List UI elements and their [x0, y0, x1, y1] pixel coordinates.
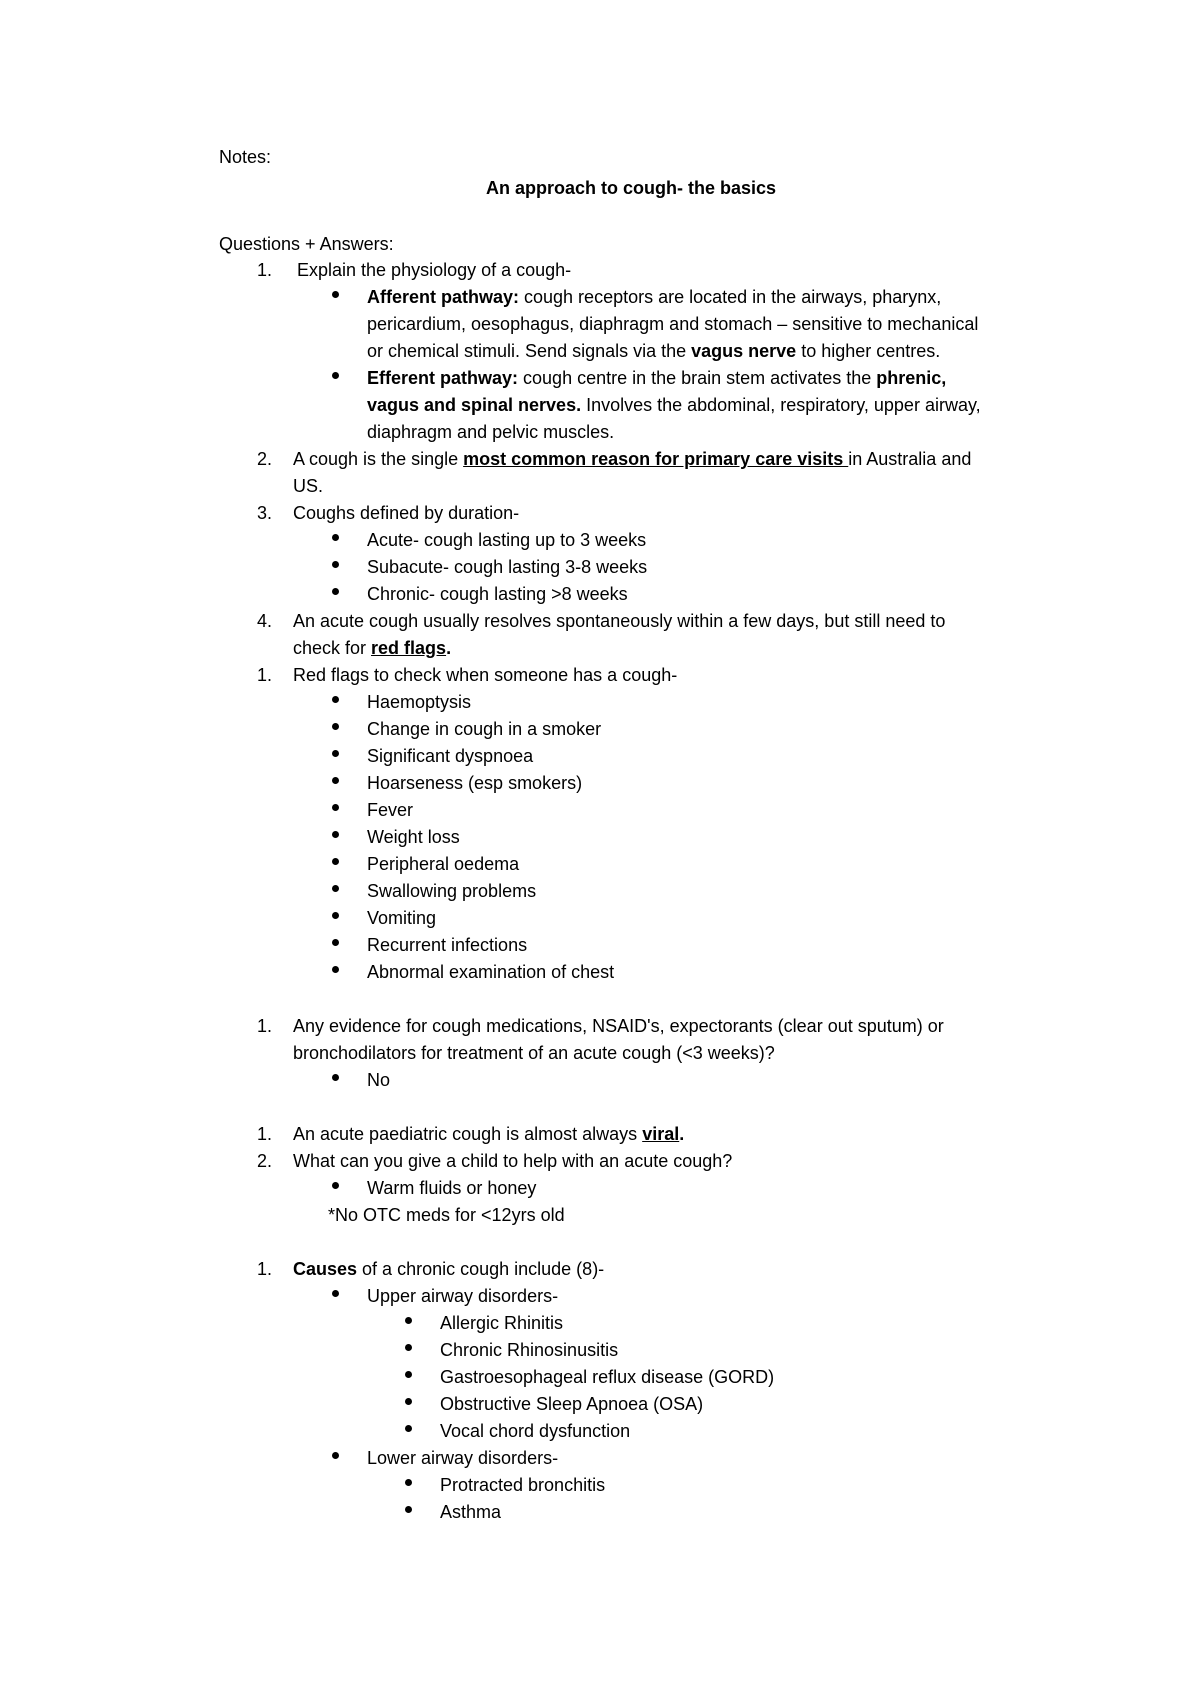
bullet-icon — [332, 561, 339, 568]
bullet-icon — [405, 1371, 412, 1378]
bullet-icon — [332, 804, 339, 811]
list-item: Acute- cough lasting up to 3 weeks — [367, 530, 647, 550]
bullet-icon — [332, 831, 339, 838]
afferent-line-2: pericardium, oesophagus, diaphragm and stomach – sensitive to mechanical — [367, 314, 979, 334]
bullet-icon — [405, 1506, 412, 1513]
list-item: Vocal chord dysfunction — [440, 1421, 631, 1441]
q2-line-1 — [293, 447, 971, 471]
list-item: Fever — [367, 800, 414, 820]
bullet-icon — [332, 858, 339, 865]
list-number: 2. — [257, 449, 273, 469]
bullet-icon — [332, 1182, 339, 1189]
q2-emphasis: most common reason for primary care visits — [463, 449, 849, 469]
list-number: 1. — [257, 260, 273, 280]
causes-term: Causes — [293, 1259, 358, 1279]
chronic-line — [293, 1257, 604, 1281]
list-item-text: Coughs defined by duration- — [293, 503, 520, 523]
efferent-text-2b: Involves the abdominal, respiratory, upper airway, — [581, 395, 981, 415]
q4-text-a: check for — [293, 638, 372, 658]
list-number: 1. — [257, 665, 273, 685]
notes-label: Notes: — [219, 147, 272, 167]
list-item: Swallowing problems — [367, 881, 537, 901]
list-item: Peripheral oedema — [367, 854, 520, 874]
q4-text-c: . — [446, 638, 452, 658]
paed-line-1 — [293, 1122, 684, 1146]
list-item: Change in cough in a smoker — [367, 719, 602, 739]
list-item: Obstructive Sleep Apnoea (OSA) — [440, 1394, 704, 1414]
list-item: Weight loss — [367, 827, 460, 847]
q2-text-a: A cough is the single — [293, 449, 464, 469]
list-item: Hoarseness (esp smokers) — [367, 773, 583, 793]
evidence-line-2: bronchodilators for treatment of an acute cough (<3 weeks)? — [293, 1043, 775, 1063]
lower-airway-label: Lower airway disorders- — [367, 1448, 559, 1468]
bullet-icon — [332, 750, 339, 757]
list-item-text: Explain the physiology of a cough- — [297, 260, 572, 280]
bullet-icon — [405, 1398, 412, 1405]
paed-line-2: What can you give a child to help with an acute cough? — [293, 1151, 733, 1171]
bullet-icon — [405, 1425, 412, 1432]
list-item: Vomiting — [367, 908, 437, 928]
list-item: Allergic Rhinitis — [440, 1313, 564, 1333]
bullet-icon — [405, 1479, 412, 1486]
list-number: 1. — [257, 1016, 273, 1036]
afferent-text-3c: to higher centres. — [796, 341, 941, 361]
bullet-icon — [332, 723, 339, 730]
list-number: 1. — [257, 1259, 273, 1279]
list-item: No — [367, 1070, 391, 1090]
bullet-icon — [332, 372, 339, 379]
afferent-line-1 — [367, 285, 941, 309]
vagus-spinal-term: vagus and spinal nerves. — [367, 395, 582, 415]
evidence-line-1: Any evidence for cough medications, NSAID's, expectorants (clear out sputum) or — [293, 1016, 944, 1036]
bullet-icon — [332, 966, 339, 973]
bullet-icon — [405, 1344, 412, 1351]
paed-note: *No OTC meds for <12yrs old — [328, 1205, 565, 1225]
afferent-text-3a: or chemical stimuli. Send signals via the — [367, 341, 692, 361]
bullet-icon — [332, 1074, 339, 1081]
phrenic-term: phrenic, — [876, 368, 947, 388]
list-item: Warm fluids or honey — [367, 1178, 537, 1198]
list-item: Recurrent infections — [367, 935, 528, 955]
list-number: 1. — [257, 1124, 273, 1144]
list-item: Chronic Rhinosinusitis — [440, 1340, 619, 1360]
efferent-line-2 — [367, 393, 981, 417]
red-flags-term: red flags — [371, 638, 447, 658]
q2-line-2: US. — [293, 476, 324, 496]
q2-text-c: in Australia and — [848, 449, 972, 469]
efferent-line-1 — [367, 366, 946, 390]
list-item: Gastroesophageal reflux disease (GORD) — [440, 1367, 775, 1387]
vagus-nerve-term: vagus nerve — [691, 341, 797, 361]
paed-text-a: An acute paediatric cough is almost always — [293, 1124, 643, 1144]
q4-line-2 — [293, 636, 451, 660]
bullet-icon — [332, 777, 339, 784]
chronic-text: of a chronic cough include (8)- — [357, 1259, 605, 1279]
list-item: Abnormal examination of chest — [367, 962, 615, 982]
list-item: Subacute- cough lasting 3-8 weeks — [367, 557, 648, 577]
bullet-icon — [332, 1290, 339, 1297]
paed-text-c: . — [679, 1124, 685, 1144]
bullet-icon — [332, 291, 339, 298]
bullet-icon — [332, 696, 339, 703]
viral-term: viral — [642, 1124, 680, 1144]
list-item: Chronic- cough lasting >8 weeks — [367, 584, 628, 604]
page-title: An approach to cough- the basics — [486, 178, 777, 198]
afferent-text-1: cough receptors are located in the airways, pharynx, — [519, 287, 942, 307]
list-item: Haemoptysis — [367, 692, 472, 712]
list-number: 4. — [257, 611, 273, 631]
bullet-icon — [332, 588, 339, 595]
bullet-icon — [332, 534, 339, 541]
bullet-icon — [332, 912, 339, 919]
list-item: Protracted bronchitis — [440, 1475, 606, 1495]
list-item: Asthma — [440, 1502, 502, 1522]
bullet-icon — [332, 885, 339, 892]
bullet-icon — [405, 1317, 412, 1324]
q4-line-1: An acute cough usually resolves spontaneously within a few days, but still need to — [293, 611, 946, 631]
efferent-line-3: diaphragm and pelvic muscles. — [367, 422, 615, 442]
bullet-icon — [332, 1452, 339, 1459]
afferent-label: Afferent pathway: — [367, 287, 520, 307]
efferent-text-1a: cough centre in the brain stem activates the — [518, 368, 877, 388]
bullet-icon — [332, 939, 339, 946]
list-item: Significant dyspnoea — [367, 746, 534, 766]
afferent-line-3 — [367, 339, 940, 363]
list-item-text: Red flags to check when someone has a cough- — [293, 665, 678, 685]
qa-label: Questions + Answers: — [219, 234, 394, 254]
upper-airway-label: Upper airway disorders- — [367, 1286, 559, 1306]
list-number: 2. — [257, 1151, 273, 1171]
list-number: 3. — [257, 503, 273, 523]
efferent-label: Efferent pathway: — [367, 368, 519, 388]
